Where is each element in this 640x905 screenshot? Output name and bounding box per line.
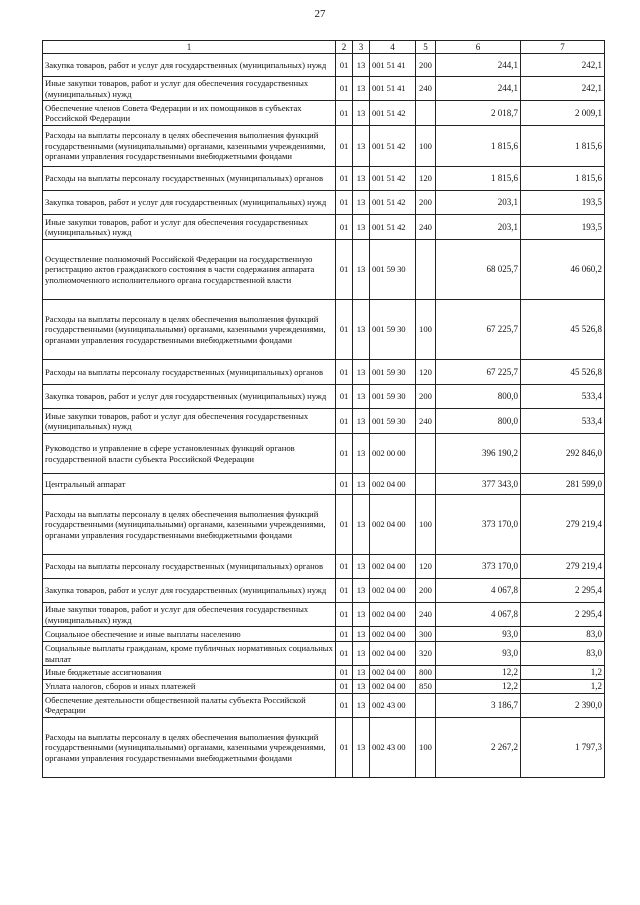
cell-rz: 01 [336,627,353,642]
cell-csr: 001 51 41 [370,77,416,101]
cell-csr: 001 59 30 [370,300,416,360]
cell-rz: 01 [336,434,353,474]
cell-name: Иные закупки товаров, работ и услуг для обеспечения государственных (муниципальных) нужд [43,409,336,434]
cell-name: Иные закупки товаров, работ и услуг для обеспечения государственных (муниципальных) нужд [43,77,336,101]
cell-csr: 002 04 00 [370,642,416,666]
cell-vr: 200 [416,54,436,77]
cell-name: Осуществление полномочий Российской Федерации на государственную регистрацию актов гражданского состояния в части содержания аппарата уполномоченного исполнительного органа государственной власти [43,240,336,300]
table-row [43,385,605,409]
cell-value-2: 83,0 [521,642,605,666]
cell-value-1: 12,2 [436,666,521,680]
cell-value-1: 1 815,6 [436,126,521,167]
table-row [43,679,605,693]
table-row [43,409,605,434]
cell-value-2: 45 526,8 [521,300,605,360]
cell-rz: 01 [336,191,353,215]
cell-csr: 001 51 42 [370,191,416,215]
cell-value-1: 68 025,7 [436,240,521,300]
cell-value-2: 281 599,0 [521,474,605,495]
cell-value-1: 67 225,7 [436,360,521,385]
cell-value-2: 279 219,4 [521,495,605,555]
table-row [43,300,605,360]
cell-pr: 13 [353,167,370,191]
cell-value-1: 3 186,7 [436,693,521,717]
cell-vr: 200 [416,385,436,409]
cell-name: Расходы на выплаты персоналу государственных (муниципальных) органов [43,360,336,385]
table-row [43,240,605,300]
table-row [43,555,605,579]
cell-value-2: 83,0 [521,627,605,642]
cell-pr: 13 [353,579,370,603]
cell-value-1: 12,2 [436,679,521,693]
cell-name: Закупка товаров, работ и услуг для государственных (муниципальных) нужд [43,385,336,409]
table-row [43,579,605,603]
cell-name: Социальные выплаты гражданам, кроме публичных нормативных социальных выплат [43,642,336,666]
cell-value-2: 2 295,4 [521,579,605,603]
cell-csr: 002 04 00 [370,603,416,627]
cell-vr: 240 [416,603,436,627]
cell-csr: 001 59 30 [370,409,416,434]
cell-value-2: 1 815,6 [521,167,605,191]
table-row [43,642,605,666]
header-cell-vr: 5 [416,41,436,54]
cell-pr: 13 [353,434,370,474]
cell-pr: 13 [353,555,370,579]
cell-csr: 001 59 30 [370,360,416,385]
header-cell-value-2: 7 [521,41,605,54]
table-row [43,77,605,101]
table-row [43,126,605,167]
cell-pr: 13 [353,627,370,642]
cell-value-2: 533,4 [521,409,605,434]
table-row [43,627,605,642]
cell-rz: 01 [336,101,353,126]
cell-value-1: 377 343,0 [436,474,521,495]
cell-vr: 100 [416,300,436,360]
cell-rz: 01 [336,360,353,385]
cell-rz: 01 [336,126,353,167]
cell-rz: 01 [336,474,353,495]
cell-value-1: 2 018,7 [436,101,521,126]
cell-vr: 100 [416,126,436,167]
cell-csr: 001 51 42 [370,126,416,167]
cell-csr: 002 43 00 [370,693,416,717]
cell-value-2: 1 797,3 [521,717,605,777]
budget-table [42,40,605,778]
table-row [43,360,605,385]
cell-rz: 01 [336,555,353,579]
cell-csr: 002 00 00 [370,434,416,474]
cell-pr: 13 [353,495,370,555]
cell-name: Расходы на выплаты персоналу в целях обеспечения выполнения функций государственными (муниципальными) органами, казенными учреждениями, органами управления государственными внебюджетными фондами [43,126,336,167]
cell-rz: 01 [336,409,353,434]
cell-vr: 850 [416,679,436,693]
cell-rz: 01 [336,54,353,77]
cell-csr: 002 04 00 [370,555,416,579]
cell-value-1: 373 170,0 [436,495,521,555]
cell-vr [416,474,436,495]
cell-pr: 13 [353,385,370,409]
cell-pr: 13 [353,642,370,666]
cell-value-2: 1,2 [521,666,605,680]
cell-rz: 01 [336,167,353,191]
cell-rz: 01 [336,679,353,693]
cell-vr [416,240,436,300]
cell-vr: 300 [416,627,436,642]
cell-value-1: 203,1 [436,191,521,215]
cell-csr: 001 51 42 [370,167,416,191]
header-cell-pr: 3 [353,41,370,54]
cell-rz: 01 [336,77,353,101]
cell-value-1: 4 067,8 [436,603,521,627]
cell-rz: 01 [336,642,353,666]
cell-csr: 001 51 42 [370,101,416,126]
table-row [43,666,605,680]
cell-value-1: 1 815,6 [436,167,521,191]
cell-value-1: 244,1 [436,54,521,77]
cell-name: Обеспечение деятельности общественной палаты субъекта Российской Федерации [43,693,336,717]
cell-rz: 01 [336,385,353,409]
cell-value-2: 292 846,0 [521,434,605,474]
cell-vr: 120 [416,360,436,385]
cell-csr: 001 51 41 [370,54,416,77]
cell-value-1: 93,0 [436,627,521,642]
cell-rz: 01 [336,215,353,240]
cell-rz: 01 [336,495,353,555]
cell-name: Расходы на выплаты персоналу в целях обеспечения выполнения функций государственными (муниципальными) органами, казенными учреждениями, органами управления государственными внебюджетными фондами [43,495,336,555]
cell-pr: 13 [353,54,370,77]
cell-name: Расходы на выплаты персоналу государственных (муниципальных) органов [43,555,336,579]
cell-value-1: 4 067,8 [436,579,521,603]
cell-vr: 800 [416,666,436,680]
cell-name: Руководство и управление в сфере установленных функций органов государственной власти субъекта Российской Федерации [43,434,336,474]
cell-vr [416,693,436,717]
cell-name: Уплата налогов, сборов и иных платежей [43,679,336,693]
table-row [43,693,605,717]
cell-pr: 13 [353,717,370,777]
cell-vr [416,434,436,474]
header-cell-value-1: 6 [436,41,521,54]
page-number: 27 [314,8,326,20]
cell-csr: 002 04 00 [370,495,416,555]
cell-name: Закупка товаров, работ и услуг для государственных (муниципальных) нужд [43,191,336,215]
table-row [43,717,605,777]
cell-rz: 01 [336,717,353,777]
cell-vr [416,101,436,126]
cell-value-2: 533,4 [521,385,605,409]
cell-name: Закупка товаров, работ и услуг для государственных (муниципальных) нужд [43,579,336,603]
table-row [43,167,605,191]
cell-vr: 100 [416,717,436,777]
cell-rz: 01 [336,603,353,627]
cell-pr: 13 [353,240,370,300]
cell-name: Иные закупки товаров, работ и услуг для обеспечения государственных (муниципальных) нужд [43,215,336,240]
table-row [43,495,605,555]
table-row [43,101,605,126]
cell-vr: 200 [416,191,436,215]
cell-vr: 240 [416,77,436,101]
cell-value-2: 46 060,2 [521,240,605,300]
cell-pr: 13 [353,77,370,101]
cell-pr: 13 [353,215,370,240]
cell-rz: 01 [336,300,353,360]
table-row [43,474,605,495]
cell-rz: 01 [336,579,353,603]
cell-vr: 240 [416,215,436,240]
table-row [43,215,605,240]
cell-vr: 200 [416,579,436,603]
cell-csr: 001 51 42 [370,215,416,240]
cell-rz: 01 [336,666,353,680]
table-row [43,434,605,474]
cell-vr: 120 [416,555,436,579]
cell-value-1: 203,1 [436,215,521,240]
cell-value-2: 2 390,0 [521,693,605,717]
cell-rz: 01 [336,240,353,300]
cell-csr: 002 04 00 [370,627,416,642]
cell-name: Центральный аппарат [43,474,336,495]
cell-value-2: 2 009,1 [521,101,605,126]
cell-csr: 002 04 00 [370,666,416,680]
cell-csr: 001 59 30 [370,385,416,409]
cell-value-1: 800,0 [436,385,521,409]
cell-pr: 13 [353,474,370,495]
cell-name: Иные бюджетные ассигнования [43,666,336,680]
cell-csr: 002 04 00 [370,679,416,693]
cell-vr: 100 [416,495,436,555]
table-row [43,54,605,77]
table-header-row [43,41,605,54]
cell-pr: 13 [353,300,370,360]
cell-csr: 002 04 00 [370,474,416,495]
header-cell-rz: 2 [336,41,353,54]
cell-name: Расходы на выплаты персоналу в целях обеспечения выполнения функций государственными (муниципальными) органами, казенными учреждениями, органами управления государственными внебюджетными фондами [43,717,336,777]
cell-value-2: 2 295,4 [521,603,605,627]
cell-pr: 13 [353,360,370,385]
cell-value-2: 193,5 [521,191,605,215]
cell-value-1: 373 170,0 [436,555,521,579]
cell-csr: 002 04 00 [370,579,416,603]
cell-vr: 240 [416,409,436,434]
header-cell-name: 1 [43,41,336,54]
cell-csr: 001 59 30 [370,240,416,300]
cell-value-2: 242,1 [521,77,605,101]
cell-value-1: 396 190,2 [436,434,521,474]
cell-pr: 13 [353,191,370,215]
header-cell-csr: 4 [370,41,416,54]
cell-value-2: 279 219,4 [521,555,605,579]
table-row [43,191,605,215]
cell-value-2: 1,2 [521,679,605,693]
cell-vr: 320 [416,642,436,666]
cell-name: Расходы на выплаты персоналу в целях обеспечения выполнения функций государственными (муниципальными) органами, казенными учреждениями, органами управления государственными внебюджетными фондами [43,300,336,360]
cell-name: Социальное обеспечение и иные выплаты населению [43,627,336,642]
cell-pr: 13 [353,126,370,167]
cell-value-2: 193,5 [521,215,605,240]
cell-name: Обеспечение членов Совета Федерации и их помощников в субъектах Российской Федерации [43,101,336,126]
cell-name: Расходы на выплаты персоналу государственных (муниципальных) органов [43,167,336,191]
cell-name: Иные закупки товаров, работ и услуг для обеспечения государственных (муниципальных) нужд [43,603,336,627]
cell-pr: 13 [353,666,370,680]
cell-pr: 13 [353,603,370,627]
cell-value-1: 244,1 [436,77,521,101]
cell-pr: 13 [353,693,370,717]
cell-name: Закупка товаров, работ и услуг для государственных (муниципальных) нужд [43,54,336,77]
cell-pr: 13 [353,101,370,126]
table-row [43,603,605,627]
cell-value-2: 242,1 [521,54,605,77]
cell-pr: 13 [353,679,370,693]
cell-value-1: 800,0 [436,409,521,434]
cell-value-2: 1 815,6 [521,126,605,167]
cell-rz: 01 [336,693,353,717]
cell-csr: 002 43 00 [370,717,416,777]
cell-vr: 120 [416,167,436,191]
cell-value-1: 2 267,2 [436,717,521,777]
cell-value-2: 45 526,8 [521,360,605,385]
cell-value-1: 67 225,7 [436,300,521,360]
cell-pr: 13 [353,409,370,434]
cell-value-1: 93,0 [436,642,521,666]
